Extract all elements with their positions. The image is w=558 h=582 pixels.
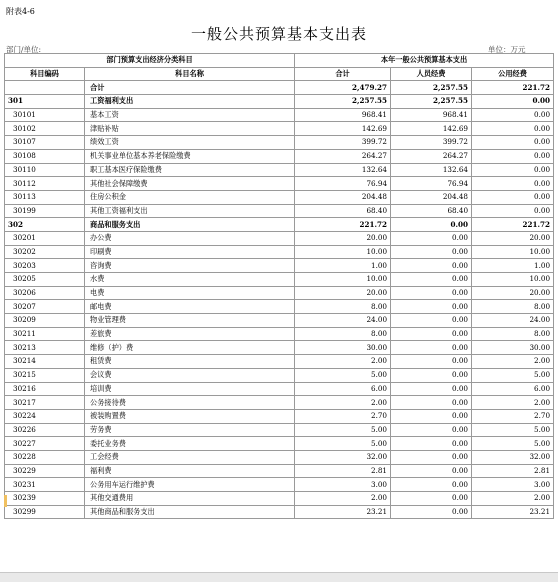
public-cell[interactable]: 0.00 [472,163,554,177]
table-row [5,204,554,218]
header-public[interactable]: 公用经费 [472,67,554,81]
name-cell[interactable]: 公务用车运行维护费 [85,478,295,492]
personnel-cell[interactable]: 76.94 [391,177,472,191]
public-cell[interactable]: 2.00 [472,396,554,410]
name-cell[interactable]: 工会经费 [85,450,295,464]
name-cell[interactable]: 会议费 [85,368,295,382]
header-column-row [5,67,554,81]
name-cell[interactable]: 职工基本医疗保险缴费 [85,163,295,177]
total-cell[interactable]: 68.40 [295,204,391,218]
total-name-cell[interactable]: 合计 [85,81,295,95]
public-cell[interactable]: 23.21 [472,505,554,519]
name-cell[interactable]: 租赁费 [85,355,295,369]
public-cell[interactable]: 5.00 [472,437,554,451]
code-cell[interactable]: 30201 [5,231,85,245]
total-cell[interactable]: 5.00 [295,423,391,437]
public-cell[interactable]: 20.00 [472,231,554,245]
name-cell[interactable]: 公务接待费 [85,396,295,410]
total-public-cell[interactable]: 221.72 [472,81,554,95]
total-cell[interactable]: 2,257.55 [295,95,391,109]
total-cell[interactable]: 5.00 [295,437,391,451]
personnel-cell[interactable]: 968.41 [391,108,472,122]
code-cell[interactable]: 30199 [5,204,85,218]
table-row [5,423,554,437]
table-row [5,341,554,355]
header-total[interactable]: 合计 [295,67,391,81]
personnel-cell[interactable]: 0.00 [391,245,472,259]
table-row [5,136,554,150]
table-row [5,149,554,163]
personnel-cell[interactable]: 0.00 [391,368,472,382]
total-cell[interactable]: 23.21 [295,505,391,519]
personnel-cell[interactable]: 264.27 [391,149,472,163]
personnel-cell[interactable]: 0.00 [391,341,472,355]
table-row [5,355,554,369]
department-label: 部门/单位: [6,45,42,54]
header-name[interactable]: 科目名称 [85,67,295,81]
public-cell[interactable]: 8.00 [472,327,554,341]
public-cell[interactable]: 2.81 [472,464,554,478]
table-row [5,478,554,492]
public-cell[interactable]: 10.00 [472,273,554,287]
code-cell[interactable]: 30101 [5,108,85,122]
total-cell[interactable]: 204.48 [295,190,391,204]
table-row [5,409,554,423]
name-cell[interactable]: 机关事业单位基本养老保险缴费 [85,149,295,163]
name-cell[interactable]: 其他商品和服务支出 [85,505,295,519]
total-cell[interactable]: 1.00 [295,259,391,273]
name-cell[interactable]: 水费 [85,273,295,287]
public-cell[interactable]: 0.00 [472,95,554,109]
header-code[interactable]: 科目编码 [5,67,85,81]
personnel-cell[interactable]: 0.00 [391,450,472,464]
personnel-cell[interactable]: 0.00 [391,259,472,273]
table-row [5,218,554,232]
name-cell[interactable]: 邮电费 [85,300,295,314]
code-cell[interactable]: 30231 [5,478,85,492]
table-row [5,190,554,204]
name-cell[interactable]: 办公费 [85,231,295,245]
total-cell[interactable]: 20.00 [295,286,391,300]
total-cell[interactable]: 264.27 [295,149,391,163]
personnel-cell[interactable]: 132.64 [391,163,472,177]
total-personnel-cell[interactable]: 2,257.55 [391,81,472,95]
public-cell[interactable]: 2.00 [472,355,554,369]
personnel-cell[interactable]: 0.00 [391,492,472,506]
code-cell[interactable]: 30229 [5,464,85,478]
public-cell[interactable]: 5.00 [472,368,554,382]
public-cell[interactable]: 0.00 [472,190,554,204]
name-cell[interactable]: 福利费 [85,464,295,478]
personnel-cell[interactable]: 142.69 [391,122,472,136]
table-row [5,327,554,341]
name-cell[interactable]: 工资福利支出 [85,95,295,109]
personnel-cell[interactable]: 0.00 [391,218,472,232]
personnel-cell[interactable]: 0.00 [391,382,472,396]
code-cell[interactable]: 30112 [5,177,85,191]
public-cell[interactable]: 221.72 [472,218,554,232]
total-cell[interactable]: 8.00 [295,300,391,314]
name-cell[interactable]: 其他社会保障缴费 [85,177,295,191]
total-cell[interactable]: 968.41 [295,108,391,122]
total-cell[interactable]: 32.00 [295,450,391,464]
personnel-cell[interactable]: 0.00 [391,464,472,478]
header-basic-expenditure[interactable]: 本年一般公共预算基本支出 [295,54,554,68]
total-cell[interactable]: 2.70 [295,409,391,423]
public-cell[interactable]: 20.00 [472,286,554,300]
total-cell[interactable]: 2.00 [295,396,391,410]
table-row [5,273,554,287]
table-row [5,492,554,506]
personnel-cell[interactable]: 0.00 [391,327,472,341]
table-row [5,177,554,191]
total-cell[interactable]: 142.69 [295,122,391,136]
table-row [5,300,554,314]
total-cell[interactable]: 8.00 [295,327,391,341]
total-cell[interactable]: 221.72 [295,218,391,232]
personnel-cell[interactable]: 0.00 [391,505,472,519]
code-cell[interactable]: 30209 [5,314,85,328]
total-cell[interactable]: 3.00 [295,478,391,492]
table-row [5,108,554,122]
total-cell[interactable]: 20.00 [295,231,391,245]
personnel-cell[interactable]: 0.00 [391,231,472,245]
public-cell[interactable]: 2.00 [472,492,554,506]
personnel-cell[interactable]: 0.00 [391,273,472,287]
header-group-row [5,54,554,68]
header-econ-classification[interactable]: 部门预算支出经济分类科目 [5,54,295,68]
name-cell[interactable]: 绩效工资 [85,136,295,150]
table-row [5,245,554,259]
code-cell[interactable]: 30214 [5,355,85,369]
selection-marker [4,495,7,507]
name-cell[interactable]: 电费 [85,286,295,300]
personnel-cell[interactable]: 2,257.55 [391,95,472,109]
public-cell[interactable]: 0.00 [472,122,554,136]
table-row [5,437,554,451]
personnel-cell[interactable]: 399.72 [391,136,472,150]
name-cell[interactable]: 基本工资 [85,108,295,122]
personnel-cell[interactable]: 68.40 [391,204,472,218]
personnel-cell[interactable]: 0.00 [391,423,472,437]
public-cell[interactable]: 1.00 [472,259,554,273]
personnel-cell[interactable]: 0.00 [391,300,472,314]
header-personnel[interactable]: 人员经费 [391,67,472,81]
code-cell[interactable]: 30224 [5,409,85,423]
name-cell[interactable]: 印刷费 [85,245,295,259]
name-cell[interactable]: 商品和服务支出 [85,218,295,232]
public-cell[interactable]: 32.00 [472,450,554,464]
personnel-cell[interactable]: 0.00 [391,314,472,328]
total-cell[interactable]: 24.00 [295,314,391,328]
total-cell[interactable]: 132.64 [295,163,391,177]
code-cell[interactable]: 30202 [5,245,85,259]
table-row [5,450,554,464]
name-cell[interactable]: 培训费 [85,382,295,396]
code-cell[interactable]: 302 [5,218,85,232]
public-cell[interactable]: 30.00 [472,341,554,355]
total-cell[interactable]: 76.94 [295,177,391,191]
code-cell[interactable]: 30203 [5,259,85,273]
public-cell[interactable]: 24.00 [472,314,554,328]
total-cell[interactable]: 10.00 [295,245,391,259]
code-cell[interactable]: 30216 [5,382,85,396]
name-cell[interactable]: 差旅费 [85,327,295,341]
name-cell[interactable]: 津贴补贴 [85,122,295,136]
code-cell[interactable]: 30108 [5,149,85,163]
name-cell[interactable]: 咨询费 [85,259,295,273]
public-cell[interactable]: 0.00 [472,204,554,218]
public-cell[interactable]: 0.00 [472,108,554,122]
public-cell[interactable]: 8.00 [472,300,554,314]
personnel-cell[interactable]: 0.00 [391,437,472,451]
name-cell[interactable]: 物业管理费 [85,314,295,328]
public-cell[interactable]: 6.00 [472,382,554,396]
table-row [5,314,554,328]
personnel-cell[interactable]: 0.00 [391,409,472,423]
name-cell[interactable]: 被装购置费 [85,409,295,423]
code-cell[interactable]: 30102 [5,122,85,136]
total-cell[interactable]: 2.00 [295,492,391,506]
code-cell[interactable]: 30215 [5,368,85,382]
unit-label: 单位：万元 [488,45,526,54]
table-row [5,368,554,382]
code-cell[interactable]: 30107 [5,136,85,150]
total-row [5,81,554,95]
code-cell[interactable]: 30205 [5,273,85,287]
table-row [5,464,554,478]
table-row [5,95,554,109]
table-row [5,505,554,519]
public-cell[interactable]: 0.00 [472,136,554,150]
page-title: 一般公共预算基本支出表 [190,25,367,43]
total-cell[interactable]: 6.00 [295,382,391,396]
total-cell[interactable]: 5.00 [295,368,391,382]
total-code-cell[interactable] [5,81,85,95]
public-cell[interactable]: 2.70 [472,409,554,423]
personnel-cell[interactable]: 0.00 [391,286,472,300]
table-row [5,259,554,273]
public-cell[interactable]: 10.00 [472,245,554,259]
code-cell[interactable]: 30217 [5,396,85,410]
table-row [5,231,554,245]
name-cell[interactable]: 劳务费 [85,423,295,437]
total-cell[interactable]: 2.00 [295,355,391,369]
code-cell[interactable]: 30228 [5,450,85,464]
code-cell[interactable]: 30299 [5,505,85,519]
annex-label: 附表4-6 [6,7,35,16]
public-cell[interactable]: 0.00 [472,149,554,163]
total-total-cell[interactable]: 2,479.27 [295,81,391,95]
total-cell[interactable]: 10.00 [295,273,391,287]
public-cell[interactable]: 5.00 [472,423,554,437]
code-cell[interactable]: 30227 [5,437,85,451]
total-cell[interactable]: 30.00 [295,341,391,355]
name-cell[interactable]: 住房公积金 [85,190,295,204]
code-cell[interactable]: 30207 [5,300,85,314]
code-cell[interactable]: 30113 [5,190,85,204]
code-cell[interactable]: 301 [5,95,85,109]
table-row [5,163,554,177]
code-cell[interactable]: 30110 [5,163,85,177]
name-cell[interactable]: 其他交通费用 [85,492,295,506]
code-cell[interactable]: 30239 [5,492,85,506]
code-cell[interactable]: 30211 [5,327,85,341]
public-cell[interactable]: 3.00 [472,478,554,492]
total-cell[interactable]: 2.81 [295,464,391,478]
personnel-cell[interactable]: 204.48 [391,190,472,204]
code-cell[interactable]: 30206 [5,286,85,300]
table-row [5,396,554,410]
budget-table [4,53,554,519]
name-cell[interactable]: 维修（护）费 [85,341,295,355]
personnel-cell[interactable]: 0.00 [391,396,472,410]
name-cell[interactable]: 委托业务费 [85,437,295,451]
personnel-cell[interactable]: 0.00 [391,355,472,369]
table-row [5,122,554,136]
name-cell[interactable]: 其他工资福利支出 [85,204,295,218]
code-cell[interactable]: 30226 [5,423,85,437]
code-cell[interactable]: 30213 [5,341,85,355]
table-row [5,382,554,396]
personnel-cell[interactable]: 0.00 [391,478,472,492]
public-cell[interactable]: 0.00 [472,177,554,191]
table-row [5,286,554,300]
total-cell[interactable]: 399.72 [295,136,391,150]
